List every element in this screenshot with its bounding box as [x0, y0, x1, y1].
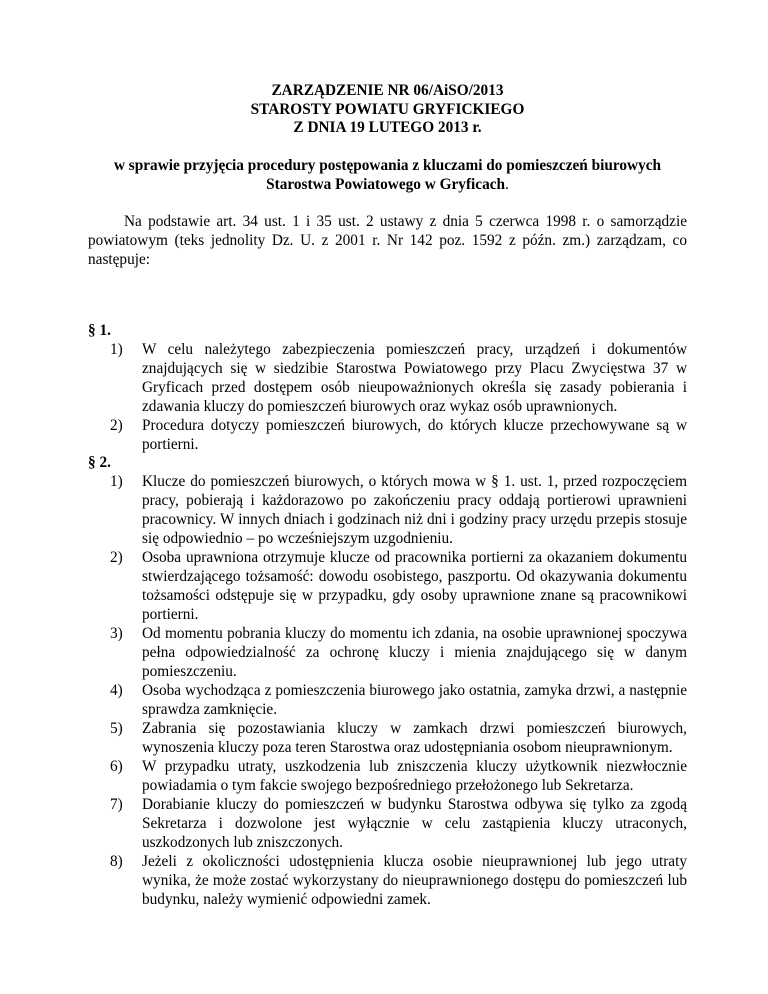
item-text: Od momentu pobrania kluczy do momentu ich zdania, na osobie uprawnionej spoczywa pełna odpowiedzialność za ochronę kluczy i mienia znajdującego się w danym pomieszczeniu.	[142, 625, 687, 680]
section-2	[88, 453, 687, 909]
list-item	[88, 624, 687, 681]
list-item	[88, 681, 687, 719]
section-2-heading: § 2.	[88, 454, 111, 471]
item-text: Klucze do pomieszczeń biurowych, o których mowa w § 1. ust. 1, przed rozpoczęciem pracy, pobierają i każdorazowo po zakończeniu pracy oddają portierowi uprawnieni pracownicy. W innych dniach i godzinach niż dni i godziny pracy urzędu przepis stosuje się odpowiednio – po wcześniejszym uzgodnieniu.	[142, 473, 687, 547]
section-2-list	[88, 472, 687, 909]
section-1-list	[88, 340, 687, 454]
item-text: Osoba uprawniona otrzymuje klucze od pracownika portierni za okazaniem dokumentu stwierdzającego tożsamość: dowodu osobistego, paszportu. Od okazywania dokumentu tożsamości odstępuje się w przypadku, gdy osoby uprawnione znane są pracownikowi portierni.	[142, 549, 687, 623]
subject-text: w sprawie przyjęcia procedury postępowania z kluczami do pomieszczeń biurowych Starostwa Powiatowego w Gryficach	[113, 156, 662, 193]
list-item	[88, 795, 687, 852]
subject-period: .	[505, 175, 509, 193]
item-number: 1)	[110, 473, 123, 490]
item-number: 5)	[110, 720, 123, 737]
item-number: 6)	[110, 758, 123, 775]
document-page	[88, 82, 687, 908]
list-item	[88, 757, 687, 795]
list-item	[88, 548, 687, 624]
document-subject	[88, 156, 687, 194]
list-item	[88, 340, 687, 416]
list-item	[88, 416, 687, 454]
item-text: Dorabianie kluczy do pomieszczeń w budynku Starostwa odbywa się tylko za zgodą Sekretarza i dozwolone jest wyłącznie w celu zastąpienia kluczy utraconych, uszkodzonych lub zniszczonych.	[142, 796, 687, 851]
item-number: 7)	[110, 796, 123, 813]
item-text: W celu należytego zabezpieczenia pomieszczeń pracy, urządzeń i dokumentów znajdujących się w siedzibie Starostwa Powiatowego przy Placu Zwycięstwa 37 w Gryficach przed dostępem osób nieupoważnionych określa się zasady pobierania i zdawania kluczy do pomieszczeń biurowych oraz wykaz osób uprawnionych.	[142, 341, 687, 415]
document-title-line-3: Z DNIA 19 LUTEGO 2013 r.	[293, 119, 482, 136]
item-text: Osoba wychodząca z pomieszczenia biurowego jako ostatnia, zamyka drzwi, a następnie sprawdza zamknięcie.	[142, 682, 687, 718]
item-number: 3)	[110, 625, 123, 642]
section-1	[88, 321, 687, 454]
item-text: Zabrania się pozostawiania kluczy w zamkach drzwi pomieszczeń biurowych, wynoszenia kluczy poza teren Starostwa oraz udostępniania osobom nieuprawnionym.	[142, 720, 687, 756]
list-item	[88, 852, 687, 909]
preamble-paragraph: Na podstawie art. 34 ust. 1 i 35 ust. 2 ustawy z dnia 5 czerwca 1998 r. o samorządzie powiatowym (teks jednolity Dz. U. z 2001 r. Nr 142 poz. 1592 z późn. zm.) zarządzam, co następuje:	[88, 212, 687, 268]
list-item	[88, 472, 687, 548]
item-number: 2)	[110, 417, 123, 434]
item-number: 8)	[110, 853, 123, 870]
list-item	[88, 719, 687, 757]
item-number: 1)	[110, 341, 123, 358]
document-title-line-1: ZARZĄDZENIE NR 06/AiSO/2013	[271, 82, 504, 99]
item-text: Procedura dotyczy pomieszczeń biurowych, do których klucze przechowywane są w portierni.	[142, 417, 687, 453]
item-number: 2)	[110, 549, 123, 566]
document-title-line-2: STAROSTY POWIATU GRYFICKIEGO	[250, 100, 525, 118]
section-1-heading: § 1.	[88, 322, 111, 339]
item-text: W przypadku utraty, uszkodzenia lub zniszczenia kluczy użytkownik niezwłocznie powiadamia o tym fakcie swojego bezpośredniego przełożonego lub Sekretarza.	[142, 758, 687, 794]
item-number: 4)	[110, 682, 123, 699]
item-text: Jeżeli z okoliczności udostępnienia klucza osobie nieuprawnionej lub jego utraty wynika, że może zostać wykorzystany do nieuprawnionego dostępu do pomieszczeń lub budynku, należy wymienić odpowiedni zamek.	[142, 853, 687, 908]
